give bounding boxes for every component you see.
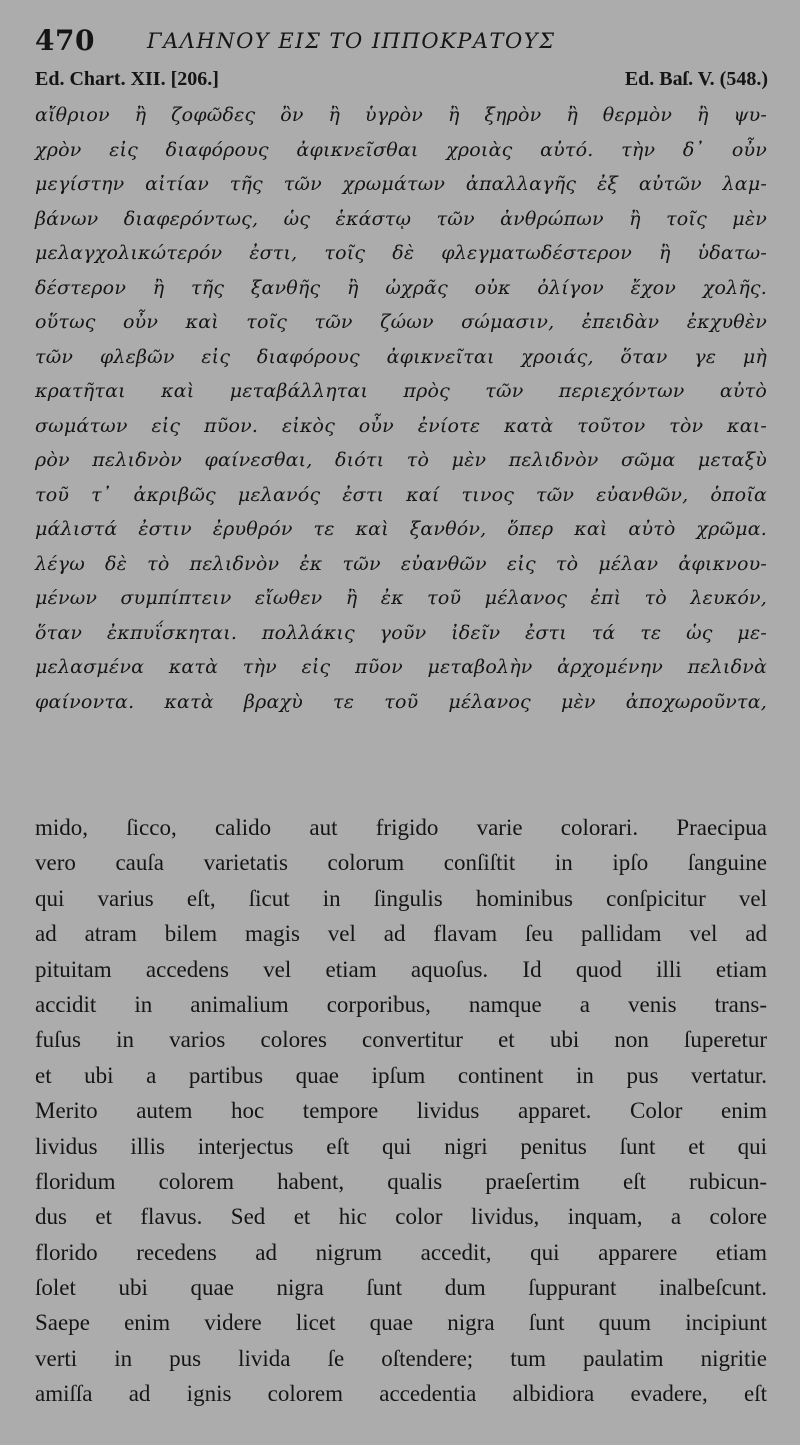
greek-line: βάνων διαφερόντως, ὡς ἑκάστῳ τῶν ἀνθρώπων ἢ τοῖς μὲν: [35, 207, 767, 230]
latin-line: dus et flavus. Sed et hic color lividus, inquam, a colore: [35, 1204, 767, 1230]
latin-line: ſolet ubi quae nigra ſunt dum ſuppurant inalbeſcunt.: [35, 1275, 767, 1301]
greek-line: αἴθριον ἢ ζοφῶδες ὂν ἢ ὑγρὸν ἢ ξηρὸν ἢ θερμὸν ἢ ψυ-: [35, 104, 767, 126]
greek-line: κρατῆται καὶ μεταβάλληται πρὸς τῶν περιεχόντων αὐτὸ: [35, 380, 767, 402]
greek-line: μένων συμπίπτειν εἴωθεν ἢ ἐκ τοῦ μέλανος ἐπὶ τὸ λευκόν,: [35, 587, 767, 609]
latin-line: Merito autem hoc tempore lividus apparet. Color enim: [35, 1098, 767, 1124]
latin-line: qui varius eſt, ſicut in ſingulis hominibus conſpicitur vel: [35, 885, 767, 911]
greek-line: δέστερον ἢ τῆς ξανθῆς ἢ ὠχρᾶς οὐκ ὀλίγον ἔχον χολῆς.: [35, 276, 767, 299]
greek-line: οὕτως οὖν καὶ τοῖς τῶν ζώων σώμασιν, ἐπειδὰν ἐκχυθὲν: [35, 311, 767, 333]
edition-chartier-ref: Ed. Chart. XII. [206.]: [35, 68, 219, 90]
latin-line: verti in pus livida ſe oſtendere; tum paulatim nigritie: [35, 1345, 767, 1371]
latin-text-block: [35, 810, 767, 1412]
running-title: ΓΑΛΗΝΟΥ ΕΙΣ ΤΟ ΙΠΠΟΚΡΑΤΟΥΣ: [147, 29, 556, 53]
latin-line: florido recedens ad nigrum accedit, qui apparere etiam: [35, 1239, 767, 1265]
latin-line: mido, ſicco, calido aut frigido varie colorari. Praecipua: [35, 815, 767, 840]
greek-line: λέγω δὲ τὸ πελιδνὸν ἐκ τῶν εὐανθῶν εἰς τὸ μέλαν ἀφικνου-: [35, 552, 767, 575]
latin-line: accidit in animalium corporibus, namque a venis trans-: [35, 991, 767, 1017]
greek-line: μελασμένα κατὰ τὴν εἰς πῦον μεταβολὴν ἀρχομένην πελιδνὰ: [35, 656, 767, 678]
latin-line: Saepe enim videre licet quae nigra ſunt quum incipiunt: [35, 1310, 767, 1336]
greek-line: ὅταν ἐκπυΐσκηται. πολλάκις γοῦν ἰδεῖν ἐστι τά τε ὡς με-: [35, 621, 767, 644]
latin-line: pituitam accedens vel etiam aquoſus. Id quod illi etiam: [35, 956, 767, 982]
greek-line: μάλιστά ἐστιν ἐρυθρόν τε καὶ ξανθόν, ὅπερ καὶ αὐτὸ χρῶμα.: [35, 518, 767, 540]
greek-line: μελαγχολικώτερόν ἐστι, τοῖς δὲ φλεγματωδέστερον ἢ ὑδατω-: [35, 242, 767, 264]
latin-line: ad atram bilem magis vel ad flavam ſeu pallidam vel ad: [35, 921, 767, 947]
latin-line: floridum colorem habent, qualis praeſertim eſt rubicun-: [35, 1168, 767, 1194]
edition-basel-ref: Ed. Baſ. V. (548.): [624, 68, 768, 90]
latin-line: lividus illis interjectus eſt qui nigri penitus ſunt et qui: [35, 1133, 767, 1159]
latin-line: vero cauſa varietatis colorum conſiſtit in ipſo ſanguine: [35, 850, 767, 876]
greek-line: σωμάτων εἰς πῦον. εἰκὸς οὖν ἐνίοτε κατὰ τοῦτον τὸν και-: [35, 414, 767, 437]
greek-line: ρὸν πελιδνὸν φαίνεσθαι, διότι τὸ μὲν πελιδνὸν σῶμα μεταξὺ: [35, 449, 767, 471]
edition-references: [35, 68, 768, 94]
page-header: [35, 24, 770, 64]
greek-line: χρὸν εἰς διαφόρους ἀφικνεῖσθαι χροιὰς αὐτό. τὴν δ᾽ οὖν: [35, 138, 767, 161]
greek-line: τῶν φλεβῶν εἰς διαφόρους ἀφικνεῖται χροιάς, ὅταν γε μὴ: [35, 345, 767, 368]
latin-line: fuſus in varios colores convertitur et ubi non ſuperetur: [35, 1027, 767, 1053]
greek-line: φαίνοντα. κατὰ βραχὺ τε τοῦ μέλανος μὲν ἀποχωροῦντα,: [35, 690, 767, 713]
greek-line: μεγίστην αἰτίαν τῆς τῶν χρωμάτων ἀπαλλαγῆς ἐξ αὐτῶν λαμ-: [35, 173, 767, 195]
greek-line: τοῦ τ᾽ ἀκριβῶς μελανός ἐστι καί τινος τῶν εὐανθῶν, ὁποῖα: [35, 483, 767, 506]
greek-text-block: [35, 98, 767, 719]
latin-line: et ubi a partibus quae ipſum continent in pus vertatur.: [35, 1062, 767, 1088]
latin-line: amiſſa ad ignis colorem accedentia albidiora evadere, eſt: [35, 1381, 767, 1407]
page-number: 470: [35, 24, 95, 57]
